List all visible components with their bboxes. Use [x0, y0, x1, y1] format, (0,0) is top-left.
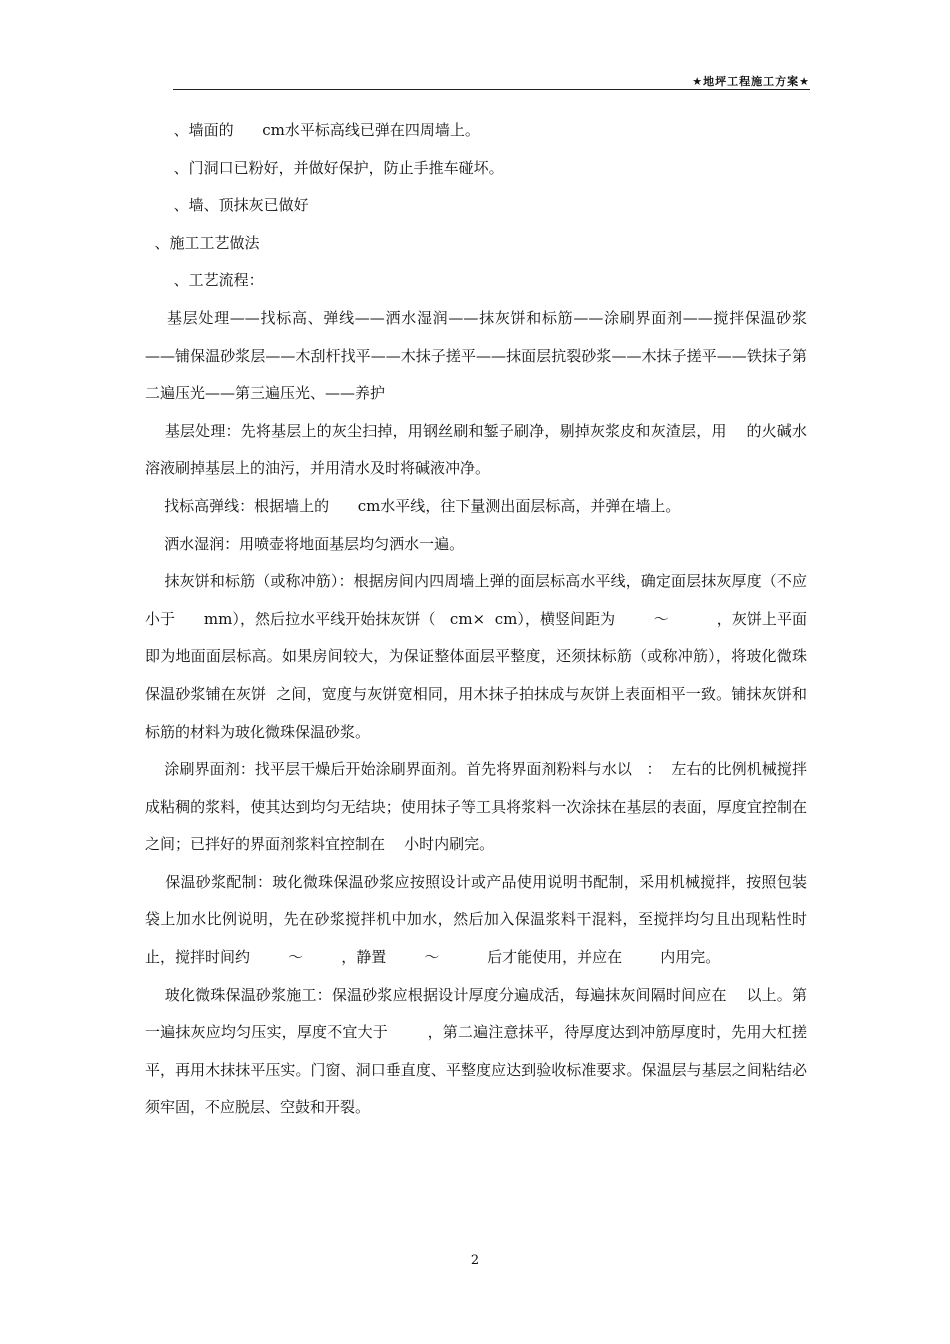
subsection-heading-process-flow: 、工艺流程： [145, 271, 264, 290]
paragraph-sprinkling: 洒水湿润：用喷壶将地面基层均匀洒水一遍。 [145, 534, 465, 553]
paragraph-level-marking: 找标高弹线：根据墙上的 cm水平线，往下量测出面层标高，并弹在墙上。 [145, 496, 681, 515]
paragraph-process-flow: 基层处理——找标高、弹线——洒水湿润——抹灰饼和标筋——涂刷界面剂——搅拌保温砂浆——铺保温砂浆层——木刮杆找平——木抹子搓平——抹面层抗裂砂浆——木抹子搓平——铁抹子第二遍压光——第三遍压光、——养护 [145, 308, 807, 403]
section-heading-construction-method: 、施工工艺做法 [145, 233, 260, 252]
paragraph-base-treatment: 基层处理：先将基层上的灰尘扫掉，用钢丝刷和錾子刷净，剔掉灰浆皮和灰渣层，用 的火碱水溶液刷掉基层上的油污，并用清水及时将碱液冲净。 [145, 421, 807, 478]
paragraph-mortar-application: 玻化微珠保温砂浆施工：保温砂浆应根据设计厚度分遍成活，每遍抹灰间隔时间应在 以上。第一遍抹灰应均匀压实，厚度不宜大于 ，第二遍注意抹平，待厚度达到冲筋厚度时，先用大杠搓平，再用木抹抹平压实。门窗、洞口垂直度、平整度应达到验收标准要求。保温层与基层之间粘结必须牢固，不应脱层、空鼓和开裂。 [145, 985, 807, 1117]
paragraph-mortar-mixing: 保温砂浆配制：玻化微珠保温砂浆应按照设计或产品使用说明书配制，采用机械搅拌，按照包装袋上加水比例说明，先在砂浆搅拌机中加水，然后加入保温浆料干混料，至搅拌均匀且出现粘性时止，搅拌时间约 ～ ，静置 ～ 后才能使用，并应在 内用完。 [145, 872, 807, 967]
paragraph-door-openings: 、门洞口已粉好，并做好保护，防止手推车碰坏。 [145, 158, 504, 177]
paragraph-screeding: 抹灰饼和标筋（或称冲筋）：根据房间内四周墙上弹的面层标高水平线，确定面层抹灰厚度（不应小于 mm），然后拉水平线开始抹灰饼（ cm× cm），横竖间距为 ～ ，灰饼上平面即为地面面层标高。如果房间较大，为保证整体面层平整度，还须抹标筋（或称冲筋），将玻化微珠保温砂浆铺在灰饼 之间，宽度与灰饼宽相同，用木抹子拍抹成与灰饼上表面相平一致。铺抹灰饼和标筋的材料为玻化微珠保温砂浆。 [145, 572, 807, 741]
document-body [145, 112, 855, 1127]
document-header-title: ★地坪工程施工方案★ [692, 75, 810, 88]
paragraph-interface-agent: 涂刷界面剂：找平层干燥后开始涂刷界面剂。首先将界面剂粉料与水以 ： 左右的比例机械搅拌成粘稠的浆料，使其达到均匀无结块；使用抹子等工具将浆料一次涂抹在基层的表面，厚度宜控制在 之间；已拌好的界面剂浆料宜控制在 小时内刷完。 [145, 760, 855, 854]
paragraph-wall-level-line: 、墙面的 cm水平标高线已弹在四周墙上。 [145, 121, 480, 139]
page-number: 2 [470, 1253, 480, 1268]
header-divider [173, 89, 810, 90]
paragraph-wall-ceiling-plaster: 、墙、顶抹灰已做好 [145, 196, 309, 215]
